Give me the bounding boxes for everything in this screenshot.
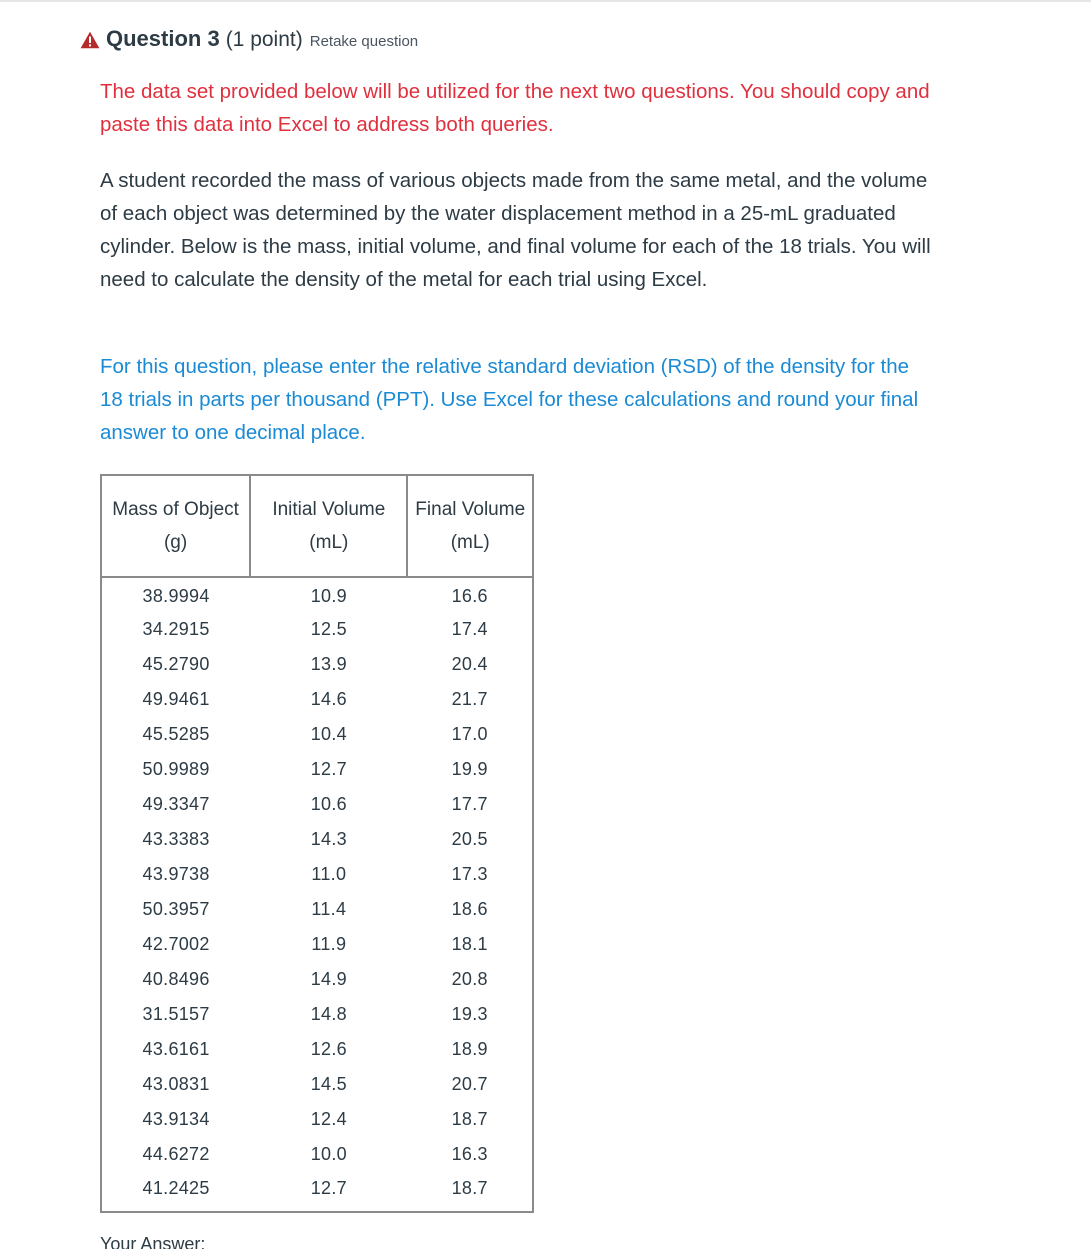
header-mass: Mass of Object (g)	[101, 475, 250, 577]
cell-mass: 45.5285	[142, 724, 210, 744]
cell-initial-volume: 12.6	[310, 1039, 347, 1059]
cell-final-volume: 20.4	[451, 654, 488, 674]
cell-mass: 31.5157	[142, 1004, 210, 1024]
cell-mass: 45.2790	[142, 654, 210, 674]
cell-initial-volume: 10.6	[310, 794, 347, 814]
cell-mass: 43.0831	[142, 1074, 210, 1094]
cell-final-volume: 20.5	[451, 829, 488, 849]
cell-final-volume: 16.6	[451, 585, 488, 606]
table-body	[101, 577, 533, 1212]
cell-final-volume: 16.3	[451, 1144, 488, 1164]
cell-initial-volume: 12.7	[310, 759, 347, 779]
table-row	[101, 857, 533, 892]
cell-mass: 43.3383	[142, 829, 210, 849]
table-row	[101, 962, 533, 997]
table-row	[101, 822, 533, 857]
cell-mass: 41.2425	[142, 1178, 210, 1198]
cell-mass: 43.6161	[142, 1039, 210, 1059]
question-points: (1 point)	[225, 28, 303, 51]
cell-final-volume: 18.7	[451, 1109, 488, 1129]
cell-final-volume: 17.7	[451, 794, 488, 814]
retake-question-link[interactable]: Retake question	[309, 33, 419, 50]
question-title: Question 3	[106, 26, 220, 51]
cell-final-volume: 18.9	[451, 1039, 488, 1059]
table-row	[101, 927, 533, 962]
cell-initial-volume: 11.9	[311, 934, 347, 954]
cell-final-volume: 18.1	[451, 934, 488, 954]
body-text: A student recorded the mass of various objects made from the same metal, and the volume of each object was determined by the water displacement method in a 25-mL graduated cylinder. Below is the mass, initial volume, and final volume for each of the 18 trials. You will need to calculate the density of the metal for each trial using Excel.	[100, 169, 931, 291]
table-row	[101, 1032, 533, 1067]
cell-initial-volume: 11.0	[311, 864, 347, 884]
cell-final-volume: 17.0	[451, 724, 488, 744]
cell-mass: 42.7002	[142, 934, 210, 954]
cell-mass: 34.2915	[142, 619, 210, 639]
cell-final-volume: 18.6	[451, 899, 488, 919]
table-row	[101, 752, 533, 787]
table-row	[101, 1102, 533, 1137]
cell-initial-volume: 12.5	[310, 619, 347, 639]
your-answer-label: Your Answer:	[100, 1234, 206, 1249]
cell-mass: 50.3957	[142, 899, 210, 919]
cell-initial-volume: 14.9	[310, 969, 347, 989]
cell-final-volume: 19.9	[451, 759, 488, 779]
cell-final-volume: 21.7	[451, 689, 488, 709]
table-row	[101, 1172, 533, 1212]
header-final-volume: Final Volume (mL)	[407, 475, 533, 577]
table-row	[101, 577, 533, 612]
cell-initial-volume: 11.4	[311, 899, 347, 919]
cell-initial-volume: 14.8	[310, 1004, 347, 1024]
cell-initial-volume: 14.3	[310, 829, 347, 849]
intro-text: The data set provided below will be utilized for the next two questions. You should copy and paste this data into Excel to address both queries.	[100, 80, 930, 136]
cell-final-volume: 20.7	[451, 1074, 488, 1094]
cell-final-volume: 18.7	[451, 1178, 488, 1198]
table-row	[101, 997, 533, 1032]
cell-mass: 44.6272	[142, 1144, 210, 1164]
cell-initial-volume: 14.5	[310, 1074, 347, 1094]
table-row	[101, 682, 533, 717]
table-row	[101, 717, 533, 752]
cell-initial-volume: 14.6	[310, 689, 347, 709]
cell-final-volume: 17.3	[451, 864, 488, 884]
cell-initial-volume: 12.7	[310, 1178, 347, 1198]
header-initial-volume: Initial Volume (mL)	[250, 475, 407, 577]
cell-initial-volume: 10.9	[310, 585, 347, 606]
cell-initial-volume: 13.9	[310, 654, 347, 674]
cell-final-volume: 19.3	[451, 1004, 488, 1024]
question-header	[80, 26, 418, 52]
warning-triangle-icon	[80, 31, 100, 49]
table-row	[101, 647, 533, 682]
cell-initial-volume: 12.4	[310, 1109, 347, 1129]
cell-final-volume: 20.8	[451, 969, 488, 989]
cell-mass: 43.9134	[142, 1109, 210, 1129]
table-row	[101, 612, 533, 647]
prompt-text: For this question, please enter the relative standard deviation (RSD) of the density for the 18 trials in parts per thousand (PPT). Use Excel for these calculations and round your final answer to one decimal place.	[100, 355, 919, 444]
table-row	[101, 787, 533, 822]
cell-mass: 40.8496	[142, 969, 210, 989]
cell-mass: 49.3347	[142, 794, 210, 814]
table-header-row	[101, 475, 533, 577]
cell-mass: 43.9738	[142, 864, 210, 884]
cell-final-volume: 17.4	[451, 619, 488, 639]
table-row	[101, 1137, 533, 1172]
cell-initial-volume: 10.4	[310, 724, 347, 744]
cell-initial-volume: 10.0	[310, 1144, 347, 1164]
cell-mass: 50.9989	[142, 759, 210, 779]
cell-mass: 49.9461	[142, 689, 210, 709]
data-table	[100, 474, 534, 1213]
table-row	[101, 1067, 533, 1102]
cell-mass: 38.9994	[142, 585, 210, 606]
top-divider	[0, 0, 1091, 2]
table-row	[101, 892, 533, 927]
